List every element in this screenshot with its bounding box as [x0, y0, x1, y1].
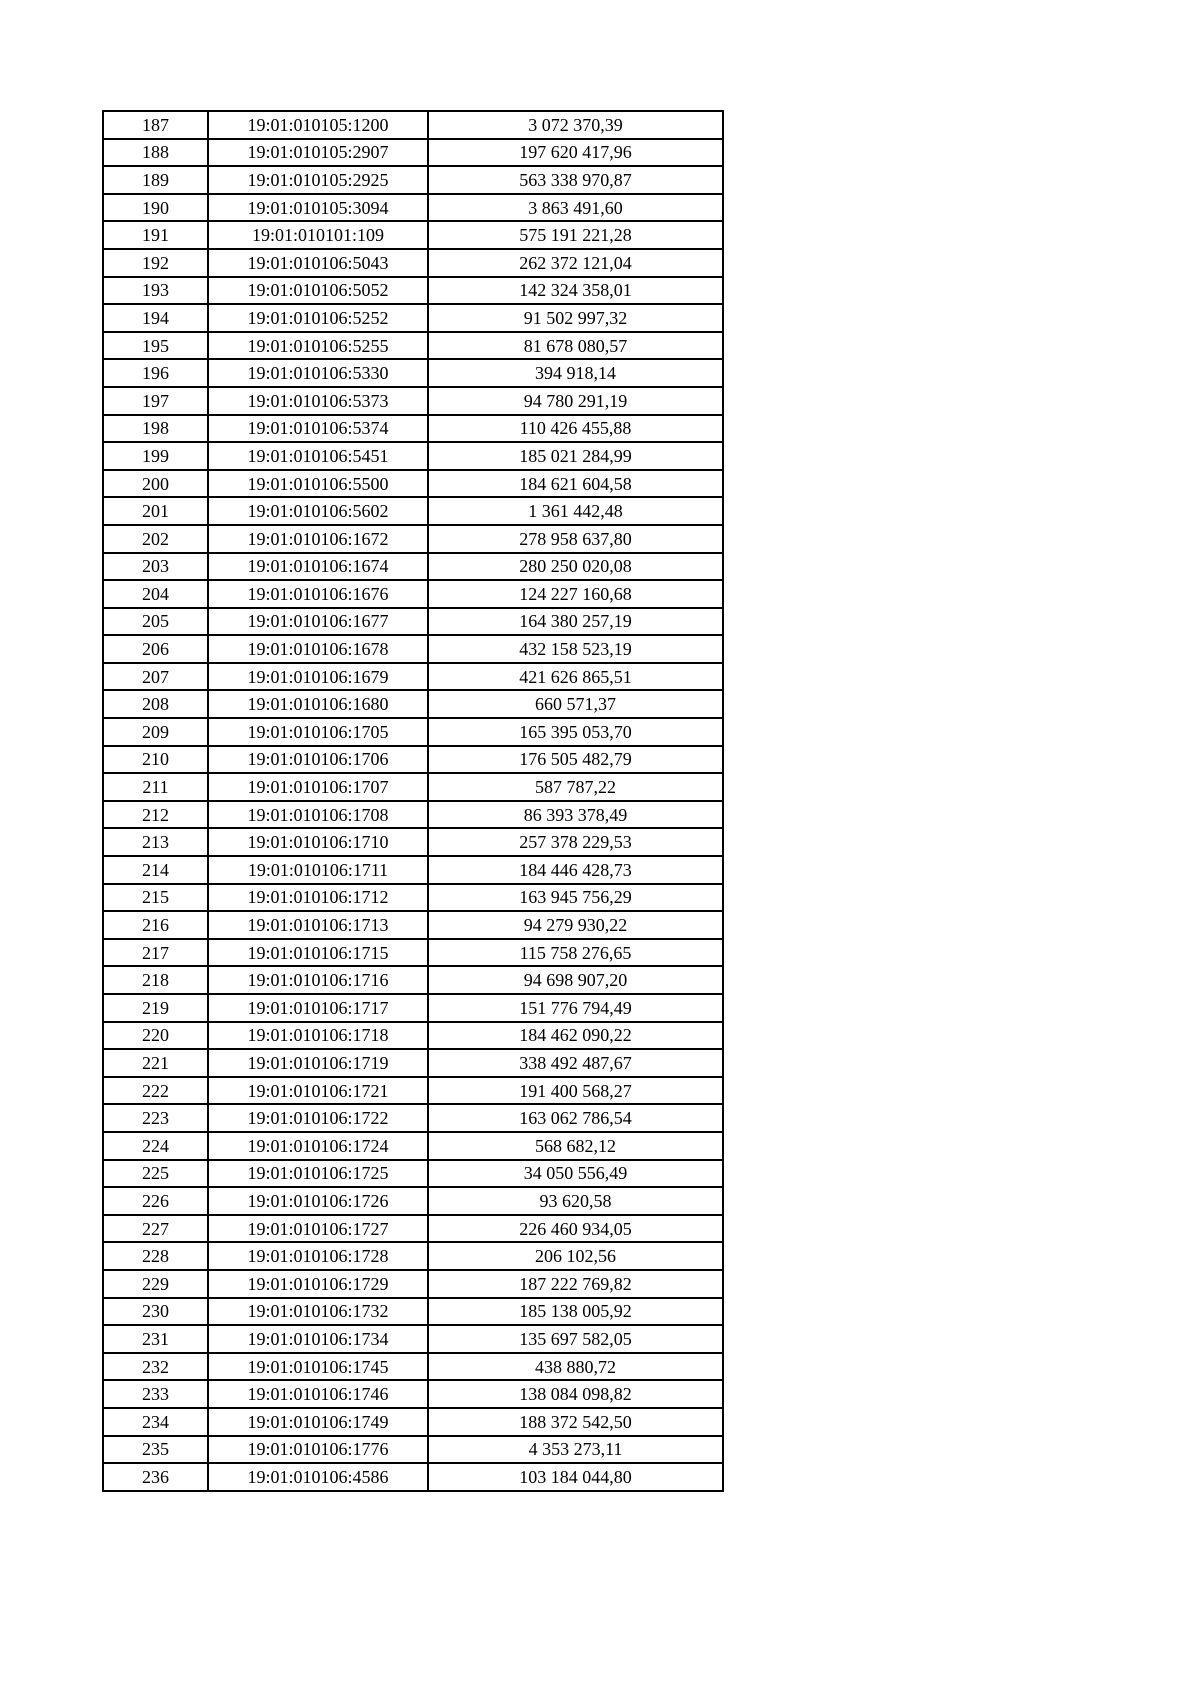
table-row [103, 553, 723, 581]
table-row [103, 277, 723, 305]
value-cell: 164 380 257,19 [428, 608, 723, 636]
cadastral-number-cell: 19:01:010106:1727 [208, 1215, 428, 1243]
row-number-cell: 225 [103, 1160, 208, 1188]
value-cell: 278 958 637,80 [428, 525, 723, 553]
row-number-cell: 206 [103, 635, 208, 663]
row-number-cell: 227 [103, 1215, 208, 1243]
table-row [103, 1077, 723, 1105]
row-number-cell: 221 [103, 1049, 208, 1077]
table-row [103, 966, 723, 994]
table-row [103, 470, 723, 498]
row-number-cell: 210 [103, 746, 208, 774]
table-row [103, 884, 723, 912]
value-cell: 394 918,14 [428, 359, 723, 387]
row-number-cell: 192 [103, 249, 208, 277]
cadastral-number-cell: 19:01:010106:1678 [208, 635, 428, 663]
row-number-cell: 235 [103, 1436, 208, 1464]
row-number-cell: 212 [103, 801, 208, 829]
value-cell: 188 372 542,50 [428, 1408, 723, 1436]
row-number-cell: 189 [103, 166, 208, 194]
cadastral-number-cell: 19:01:010106:1718 [208, 1022, 428, 1050]
row-number-cell: 201 [103, 497, 208, 525]
table-row [103, 111, 723, 139]
cadastral-number-cell: 19:01:010106:5500 [208, 470, 428, 498]
row-number-cell: 216 [103, 911, 208, 939]
cadastral-number-cell: 19:01:010106:5043 [208, 249, 428, 277]
value-cell: 226 460 934,05 [428, 1215, 723, 1243]
table-row [103, 801, 723, 829]
cadastral-number-cell: 19:01:010105:2907 [208, 139, 428, 167]
value-cell: 438 880,72 [428, 1353, 723, 1381]
cadastral-number-cell: 19:01:010105:3094 [208, 194, 428, 222]
table-row [103, 1270, 723, 1298]
cadastral-number-cell: 19:01:010106:1677 [208, 608, 428, 636]
value-cell: 34 050 556,49 [428, 1160, 723, 1188]
table-row [103, 415, 723, 443]
row-number-cell: 198 [103, 415, 208, 443]
cadastral-number-cell: 19:01:010106:1749 [208, 1408, 428, 1436]
table-row [103, 359, 723, 387]
table-row [103, 525, 723, 553]
table-row [103, 1215, 723, 1243]
table-row [103, 304, 723, 332]
cadastral-number-cell: 19:01:010106:1734 [208, 1325, 428, 1353]
cadastral-number-cell: 19:01:010106:5602 [208, 497, 428, 525]
table-row [103, 1132, 723, 1160]
cadastral-number-cell: 19:01:010106:1728 [208, 1242, 428, 1270]
table-row [103, 1408, 723, 1436]
value-cell: 197 620 417,96 [428, 139, 723, 167]
row-number-cell: 208 [103, 690, 208, 718]
table-row [103, 911, 723, 939]
row-number-cell: 191 [103, 221, 208, 249]
row-number-cell: 194 [103, 304, 208, 332]
cadastral-number-cell: 19:01:010106:1672 [208, 525, 428, 553]
value-cell: 151 776 794,49 [428, 994, 723, 1022]
value-cell: 185 021 284,99 [428, 442, 723, 470]
value-cell: 94 780 291,19 [428, 387, 723, 415]
value-cell: 575 191 221,28 [428, 221, 723, 249]
cadastral-number-cell: 19:01:010106:1721 [208, 1077, 428, 1105]
cadastral-number-cell: 19:01:010106:1676 [208, 580, 428, 608]
value-cell: 4 353 273,11 [428, 1436, 723, 1464]
row-number-cell: 193 [103, 277, 208, 305]
cadastral-number-cell: 19:01:010106:1710 [208, 828, 428, 856]
cadastral-number-cell: 19:01:010105:2925 [208, 166, 428, 194]
value-cell: 142 324 358,01 [428, 277, 723, 305]
row-number-cell: 196 [103, 359, 208, 387]
value-cell: 86 393 378,49 [428, 801, 723, 829]
table-row [103, 166, 723, 194]
value-cell: 165 395 053,70 [428, 718, 723, 746]
table-row [103, 580, 723, 608]
table-row [103, 1436, 723, 1464]
table-row [103, 1353, 723, 1381]
cadastral-number-cell: 19:01:010106:1715 [208, 939, 428, 967]
cadastral-number-cell: 19:01:010106:1745 [208, 1353, 428, 1381]
row-number-cell: 236 [103, 1463, 208, 1491]
value-cell: 191 400 568,27 [428, 1077, 723, 1105]
cadastral-number-cell: 19:01:010106:5252 [208, 304, 428, 332]
table-row [103, 994, 723, 1022]
cadastral-number-cell: 19:01:010106:1717 [208, 994, 428, 1022]
cadastral-number-cell: 19:01:010106:5374 [208, 415, 428, 443]
table-row [103, 828, 723, 856]
table-row [103, 1380, 723, 1408]
row-number-cell: 224 [103, 1132, 208, 1160]
cadastral-number-cell: 19:01:010106:5052 [208, 277, 428, 305]
row-number-cell: 200 [103, 470, 208, 498]
row-number-cell: 223 [103, 1104, 208, 1132]
row-number-cell: 190 [103, 194, 208, 222]
table-row [103, 497, 723, 525]
value-cell: 115 758 276,65 [428, 939, 723, 967]
value-cell: 432 158 523,19 [428, 635, 723, 663]
table-row [103, 1298, 723, 1326]
cadastral-number-cell: 19:01:010106:5451 [208, 442, 428, 470]
table-row [103, 773, 723, 801]
value-cell: 184 621 604,58 [428, 470, 723, 498]
value-cell: 163 945 756,29 [428, 884, 723, 912]
table-row [103, 1160, 723, 1188]
value-cell: 110 426 455,88 [428, 415, 723, 443]
table-row [103, 746, 723, 774]
row-number-cell: 213 [103, 828, 208, 856]
cadastral-number-cell: 19:01:010101:109 [208, 221, 428, 249]
value-cell: 3 072 370,39 [428, 111, 723, 139]
row-number-cell: 229 [103, 1270, 208, 1298]
row-number-cell: 199 [103, 442, 208, 470]
row-number-cell: 226 [103, 1187, 208, 1215]
row-number-cell: 220 [103, 1022, 208, 1050]
value-cell: 587 787,22 [428, 773, 723, 801]
row-number-cell: 232 [103, 1353, 208, 1381]
row-number-cell: 205 [103, 608, 208, 636]
value-cell: 280 250 020,08 [428, 553, 723, 581]
value-cell: 176 505 482,79 [428, 746, 723, 774]
cadastral-number-cell: 19:01:010106:1746 [208, 1380, 428, 1408]
cadastral-number-cell: 19:01:010106:1716 [208, 966, 428, 994]
cadastral-number-cell: 19:01:010106:1708 [208, 801, 428, 829]
value-cell: 103 184 044,80 [428, 1463, 723, 1491]
table-row [103, 1463, 723, 1491]
cadastral-value-table [102, 110, 724, 1492]
value-cell: 185 138 005,92 [428, 1298, 723, 1326]
row-number-cell: 233 [103, 1380, 208, 1408]
table-row [103, 1022, 723, 1050]
row-number-cell: 222 [103, 1077, 208, 1105]
value-cell: 187 222 769,82 [428, 1270, 723, 1298]
value-cell: 184 462 090,22 [428, 1022, 723, 1050]
value-cell: 135 697 582,05 [428, 1325, 723, 1353]
cadastral-number-cell: 19:01:010106:1711 [208, 856, 428, 884]
table-row [103, 1187, 723, 1215]
row-number-cell: 203 [103, 553, 208, 581]
table-row [103, 1104, 723, 1132]
cadastral-number-cell: 19:01:010106:1722 [208, 1104, 428, 1132]
table-row [103, 690, 723, 718]
cadastral-number-cell: 19:01:010106:1712 [208, 884, 428, 912]
table-row [103, 387, 723, 415]
value-cell: 3 863 491,60 [428, 194, 723, 222]
cadastral-number-cell: 19:01:010106:1707 [208, 773, 428, 801]
row-number-cell: 228 [103, 1242, 208, 1270]
row-number-cell: 197 [103, 387, 208, 415]
table-row [103, 939, 723, 967]
table-row [103, 1325, 723, 1353]
value-cell: 81 678 080,57 [428, 332, 723, 360]
row-number-cell: 187 [103, 111, 208, 139]
row-number-cell: 204 [103, 580, 208, 608]
cadastral-number-cell: 19:01:010106:5373 [208, 387, 428, 415]
value-cell: 563 338 970,87 [428, 166, 723, 194]
value-cell: 94 279 930,22 [428, 911, 723, 939]
value-cell: 421 626 865,51 [428, 663, 723, 691]
cadastral-number-cell: 19:01:010106:1776 [208, 1436, 428, 1464]
table-row [103, 1049, 723, 1077]
table-row [103, 221, 723, 249]
value-cell: 93 620,58 [428, 1187, 723, 1215]
cadastral-number-cell: 19:01:010106:5255 [208, 332, 428, 360]
table-row [103, 249, 723, 277]
cadastral-number-cell: 19:01:010106:1724 [208, 1132, 428, 1160]
row-number-cell: 209 [103, 718, 208, 746]
cadastral-number-cell: 19:01:010106:1706 [208, 746, 428, 774]
table-row [103, 194, 723, 222]
table-row [103, 139, 723, 167]
cadastral-number-cell: 19:01:010106:1680 [208, 690, 428, 718]
cadastral-number-cell: 19:01:010106:1674 [208, 553, 428, 581]
value-cell: 257 378 229,53 [428, 828, 723, 856]
row-number-cell: 211 [103, 773, 208, 801]
cadastral-number-cell: 19:01:010106:1719 [208, 1049, 428, 1077]
table-row [103, 856, 723, 884]
cadastral-number-cell: 19:01:010105:1200 [208, 111, 428, 139]
cadastral-number-cell: 19:01:010106:1705 [208, 718, 428, 746]
value-cell: 660 571,37 [428, 690, 723, 718]
cadastral-number-cell: 19:01:010106:1729 [208, 1270, 428, 1298]
cadastral-number-cell: 19:01:010106:1679 [208, 663, 428, 691]
cadastral-number-cell: 19:01:010106:4586 [208, 1463, 428, 1491]
value-cell: 568 682,12 [428, 1132, 723, 1160]
cadastral-number-cell: 19:01:010106:1713 [208, 911, 428, 939]
row-number-cell: 231 [103, 1325, 208, 1353]
row-number-cell: 219 [103, 994, 208, 1022]
cadastral-number-cell: 19:01:010106:1726 [208, 1187, 428, 1215]
cadastral-number-cell: 19:01:010106:5330 [208, 359, 428, 387]
value-cell: 338 492 487,67 [428, 1049, 723, 1077]
row-number-cell: 202 [103, 525, 208, 553]
table-row [103, 332, 723, 360]
value-cell: 91 502 997,32 [428, 304, 723, 332]
value-cell: 138 084 098,82 [428, 1380, 723, 1408]
cadastral-number-cell: 19:01:010106:1732 [208, 1298, 428, 1326]
row-number-cell: 218 [103, 966, 208, 994]
table-row [103, 442, 723, 470]
value-cell: 1 361 442,48 [428, 497, 723, 525]
row-number-cell: 234 [103, 1408, 208, 1436]
value-cell: 163 062 786,54 [428, 1104, 723, 1132]
row-number-cell: 230 [103, 1298, 208, 1326]
table-row [103, 663, 723, 691]
value-cell: 206 102,56 [428, 1242, 723, 1270]
value-cell: 94 698 907,20 [428, 966, 723, 994]
value-cell: 184 446 428,73 [428, 856, 723, 884]
table-row [103, 608, 723, 636]
table-row [103, 1242, 723, 1270]
value-cell: 262 372 121,04 [428, 249, 723, 277]
cadastral-number-cell: 19:01:010106:1725 [208, 1160, 428, 1188]
value-cell: 124 227 160,68 [428, 580, 723, 608]
row-number-cell: 214 [103, 856, 208, 884]
row-number-cell: 217 [103, 939, 208, 967]
row-number-cell: 195 [103, 332, 208, 360]
row-number-cell: 207 [103, 663, 208, 691]
row-number-cell: 215 [103, 884, 208, 912]
row-number-cell: 188 [103, 139, 208, 167]
table-body [103, 111, 723, 1491]
table-row [103, 718, 723, 746]
table-row [103, 635, 723, 663]
